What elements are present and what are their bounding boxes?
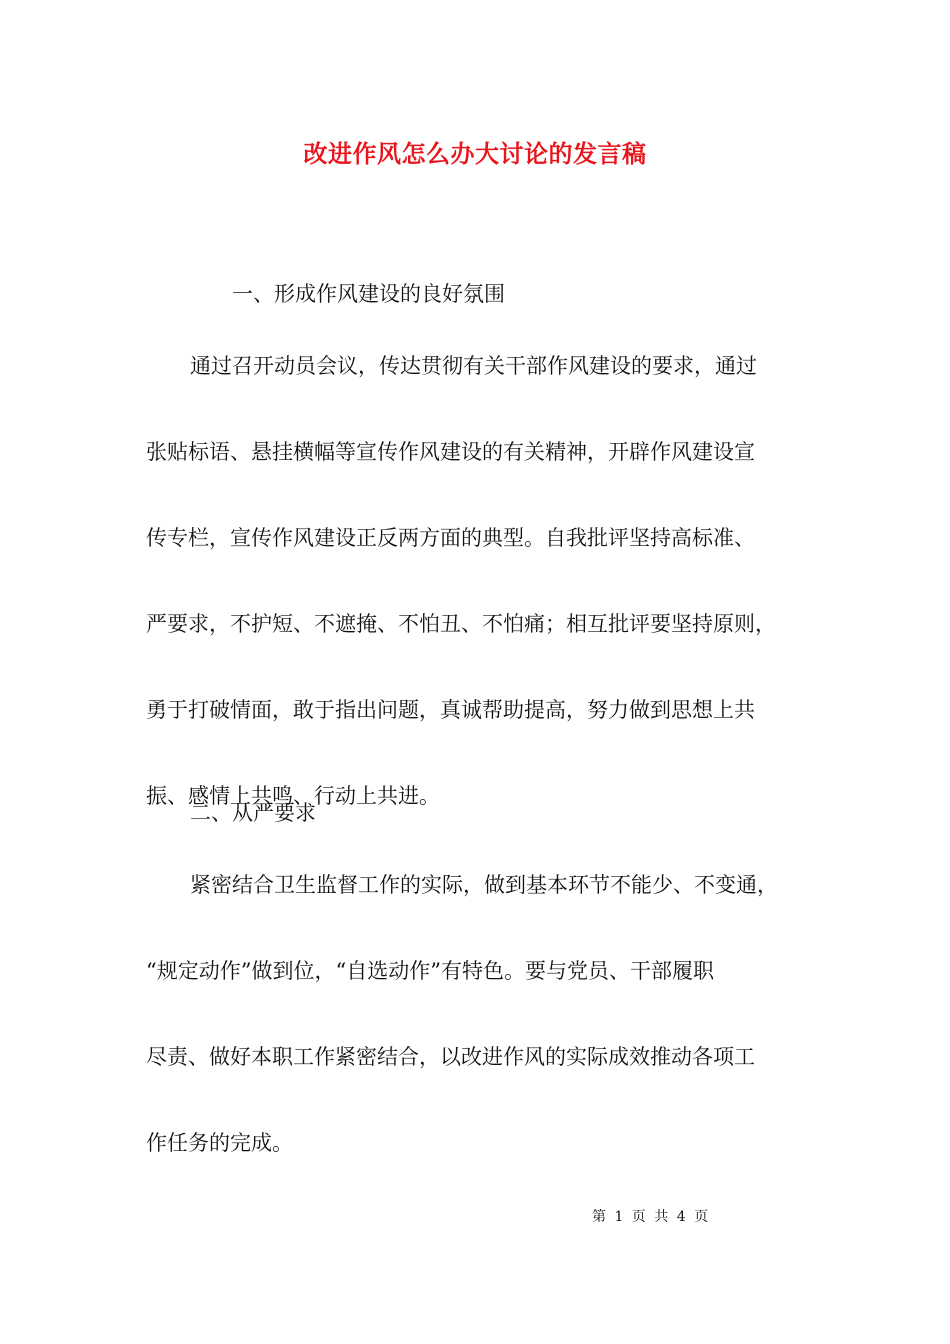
- section-2-paragraph: [146, 870, 836, 1158]
- document-title: 改进作风怎么办大讨论的发言稿: [303, 139, 647, 168]
- paragraph-line: 传专栏，宣传作风建设正反两方面的典型。自我批评坚持高标准、: [146, 526, 755, 550]
- paragraph-line: 勇于打破情面，敢于指出问题，真诚帮助提高，努力做到思想上共: [146, 698, 755, 722]
- section-1-heading: 一、形成作风建设的良好氛围: [232, 282, 505, 306]
- paragraph-line: 通过召开动员会议，传达贯彻有关干部作风建设的要求，通过: [190, 354, 757, 378]
- section-2-heading: 二、从严要求: [190, 801, 316, 825]
- paragraph-line: 张贴标语、悬挂横幅等宣传作风建设的有关精神，开辟作风建设宣: [146, 440, 755, 464]
- page-number-footer: 第 1 页 共 4 页: [592, 1209, 709, 1225]
- paragraph-line: 振、感情上共鸣、行动上共进。: [146, 784, 440, 808]
- paragraph-line: 严要求，不护短、不遮掩、不怕丑、不怕痛；相互批评要坚持原则，: [146, 612, 776, 636]
- paragraph-line: 尽责、做好本职工作紧密结合，以改进作风的实际成效推动各项工: [146, 1045, 755, 1069]
- paragraph-line: 作任务的完成。: [146, 1131, 293, 1155]
- paragraph-line: “规定动作”做到位，“自选动作”有特色。要与党员、干部履职: [146, 959, 714, 983]
- section-1-paragraph: [146, 351, 836, 811]
- paragraph-line: 紧密结合卫生监督工作的实际，做到基本环节不能少、不变通，: [190, 873, 778, 897]
